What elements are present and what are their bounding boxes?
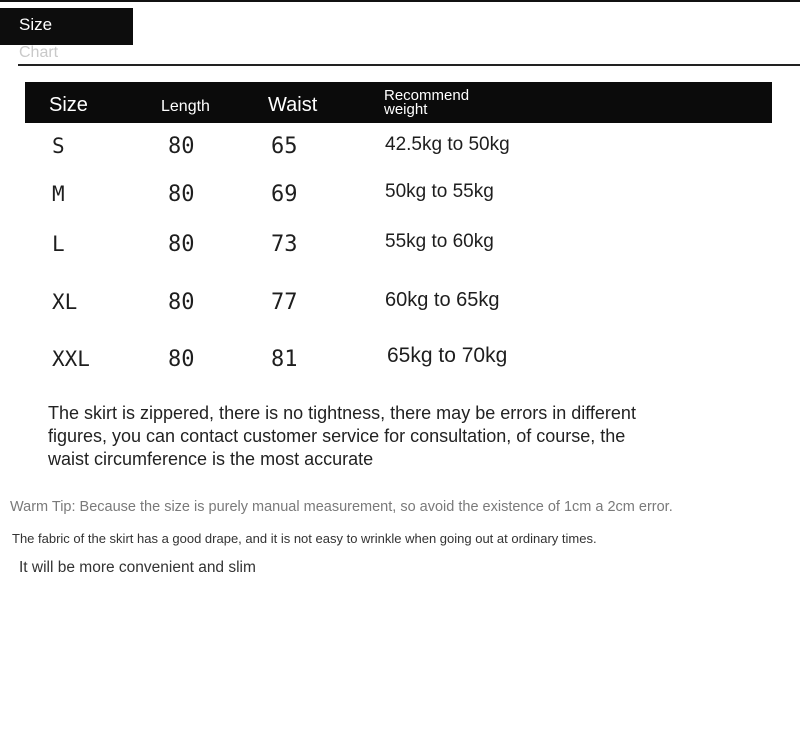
cell-size: M: [52, 182, 65, 206]
skirt-description: The skirt is zippered, there is no tightness, there may be errors in different figures, you can contact customer service for consultation, of course, the waist circumference is the most accurate: [48, 403, 636, 469]
cell-length: 80: [168, 347, 195, 372]
column-header-recommend-line1: Recommend: [384, 87, 470, 104]
slim-note: It will be more convenient and slim: [19, 559, 256, 576]
cell-weight: 42.5kg to 50kg: [385, 134, 510, 155]
top-rule: [0, 0, 800, 2]
cell-waist: 65: [271, 134, 298, 159]
column-header-recommend-line2: weight: [384, 101, 428, 118]
cell-waist: 73: [271, 232, 298, 257]
cell-waist: 77: [271, 290, 298, 315]
cell-waist: 69: [271, 182, 298, 207]
column-header-size: Size: [49, 94, 88, 116]
header-divider: [18, 64, 800, 66]
size-table-header: [25, 82, 772, 123]
cell-length: 80: [168, 290, 195, 315]
cell-size: XXL: [52, 347, 90, 371]
column-header-waist: Waist: [268, 94, 318, 116]
cell-waist: 81: [271, 347, 298, 372]
cell-size: XL: [52, 290, 78, 314]
column-header-length: Length: [161, 98, 210, 115]
cell-length: 80: [168, 232, 195, 257]
fabric-note: The fabric of the skirt has a good drape, and it is not easy to wrinkle when going out at ordinary times.: [12, 531, 597, 546]
warm-tip: Warm Tip: Because the size is purely manual measurement, so avoid the existence of 1cm a 2cm error.: [10, 499, 673, 515]
cell-size: L: [52, 232, 65, 256]
cell-length: 80: [168, 134, 195, 159]
page-title: Size: [19, 15, 53, 34]
page-subtitle: Chart: [19, 44, 59, 61]
cell-weight: 50kg to 55kg: [385, 181, 494, 202]
cell-weight: 55kg to 60kg: [385, 231, 494, 252]
cell-length: 80: [168, 182, 195, 207]
cell-weight: 60kg to 65kg: [385, 289, 500, 311]
cell-size: S: [52, 134, 65, 158]
column-header-recommend-weight: [384, 89, 469, 117]
cell-weight: 65kg to 70kg: [387, 344, 508, 367]
